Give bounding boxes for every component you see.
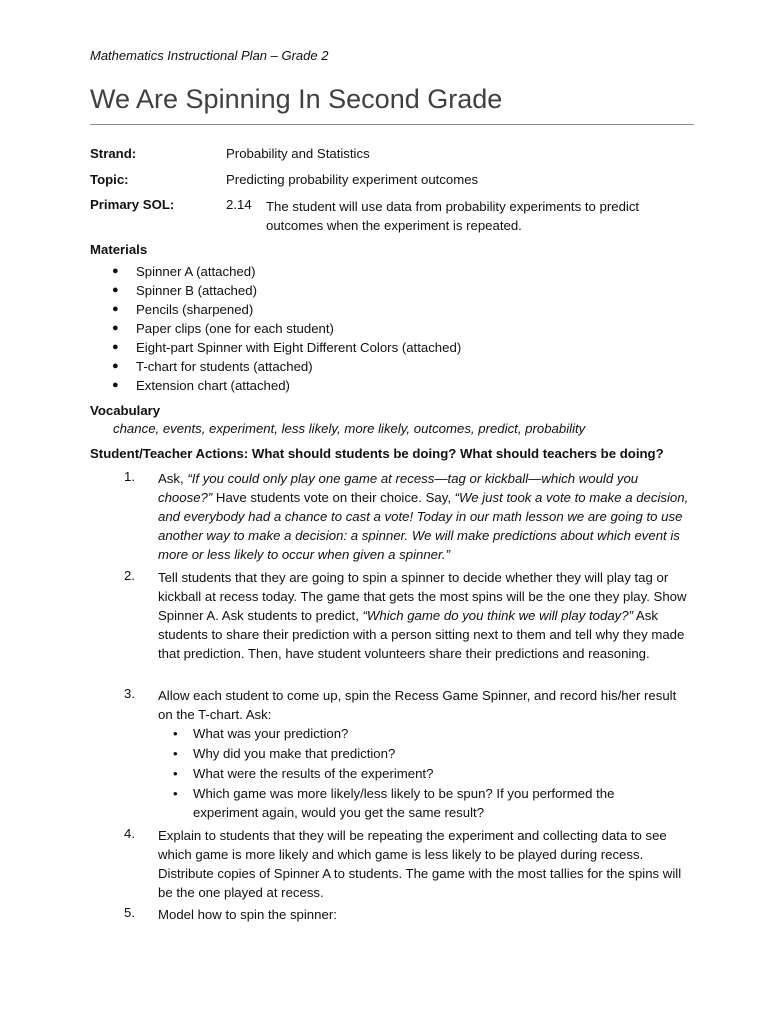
list-item: ● Spinner A (attached) (90, 262, 461, 281)
step-number: 4. (124, 826, 135, 841)
list-item: ● Pencils (sharpened) (90, 300, 461, 319)
materials-heading: Materials (90, 242, 148, 257)
plan-header: Mathematics Instructional Plan – Grade 2 (90, 48, 329, 63)
list-item: • Which game was more likely/less likely to be spun? If you performed the experiment again, would you get the same result? (158, 784, 678, 822)
vocabulary-terms: chance, events, experiment, less likely, more likely, outcomes, predict, probability (113, 421, 586, 436)
step-text: Ask, “If you could only play one game at recess—tag or kickball—which would you choose?” Have students vote on their choice. Say, “We just took a vote to make a decision, and everybody had a chance to cast a vote! Today in our math lesson we are going to use another way to make a decision: a spinner. We will make predictions about which event is more or less likely to occur when given a spinner.” (158, 471, 689, 562)
list-item: ● Paper clips (one for each student) (90, 319, 461, 338)
list-item: ● Spinner B (attached) (90, 281, 461, 300)
step-number: 1. (124, 469, 135, 484)
list-item: • What were the results of the experiment? (158, 764, 678, 783)
list-item: • What was your prediction? (158, 724, 678, 743)
list-item: ● T-chart for students (attached) (90, 357, 461, 376)
vocabulary-heading: Vocabulary (90, 403, 161, 418)
step-number: 3. (124, 686, 135, 701)
step-3-questions (158, 724, 678, 823)
sol-label: Primary SOL: (90, 197, 175, 212)
list-item: ● Extension chart (attached) (90, 376, 461, 395)
step-text: Tell students that they are going to spin a spinner to decide whether they will play tag or kickball at recess today. The game that gets the most spins will be the one they play. Show Spinner A. Ask students to predict, “Which game do you think we will play today?” Ask students to share their prediction with a person sitting next to them and tell why they made that prediction. Then, have student volunteers share their predictions and reasoning. (158, 570, 687, 661)
strand-value: Probability and Statistics (226, 146, 370, 161)
actions-heading: Student/Teacher Actions: What should students be doing? What should teachers be doing? (90, 446, 664, 461)
sol-text: The student will use data from probability experiments to predict outcomes when the experiment is repeated. (266, 199, 640, 233)
topic-label: Topic: (90, 172, 129, 187)
step-text: Explain to students that they will be repeating the experiment and collecting data to see which game is more likely and which game is less likely to be played during recess. Distribute copies of Spinner A to students. The game with the most tallies for the spins will be the one played at recess. (158, 828, 682, 900)
list-item: • Why did you make that prediction? (158, 744, 678, 763)
title-divider (90, 124, 694, 125)
list-item: ● Eight-part Spinner with Eight Different Colors (attached) (90, 338, 461, 357)
materials-list (90, 262, 461, 395)
step-number: 5. (124, 905, 135, 920)
step-number: 2. (124, 568, 135, 583)
sol-number: 2.14 (226, 197, 252, 212)
topic-value: Predicting probability experiment outcomes (226, 172, 479, 187)
strand-label: Strand: (90, 146, 137, 161)
page-title: We Are Spinning In Second Grade (90, 84, 503, 114)
step-text: Model how to spin the spinner: (158, 907, 337, 922)
step-text: Allow each student to come up, spin the Recess Game Spinner, and record his/her result on the T-chart. Ask: (158, 688, 677, 722)
